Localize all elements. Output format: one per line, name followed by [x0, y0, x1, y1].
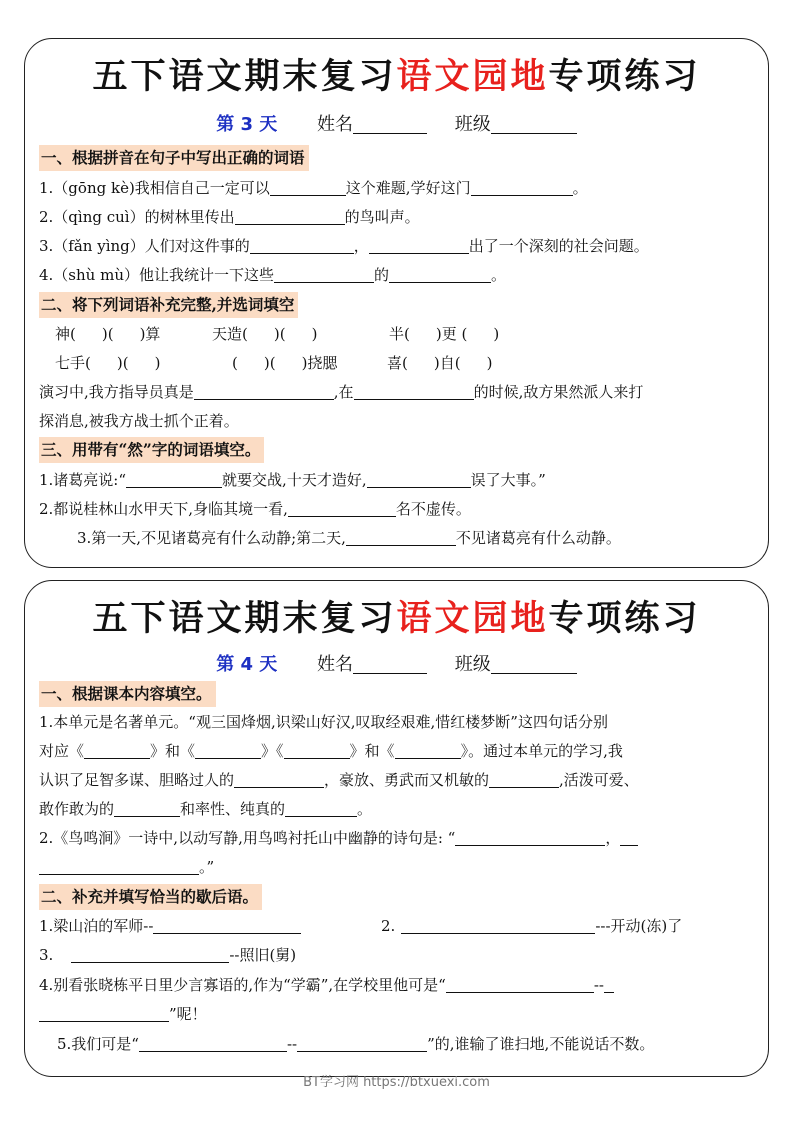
idiom-row: 七手( )( ) ( )( )挠腮 喜( )自( ) — [55, 354, 493, 372]
class-field[interactable] — [491, 115, 577, 134]
answer-blank[interactable] — [354, 383, 474, 400]
answer-blank[interactable] — [234, 771, 324, 788]
day-label: 第 4 天 — [216, 654, 278, 675]
question-line: 敢作敢为的 和率性、纯真的 。 — [39, 800, 373, 818]
question-line: 1.（gōng kè)我相信自己一定可以 这个难题,学好这门 。 — [39, 179, 588, 197]
answer-blank[interactable] — [39, 1005, 169, 1022]
answer-blank[interactable] — [455, 829, 605, 846]
answer-blank[interactable] — [471, 179, 573, 196]
name-field[interactable] — [353, 655, 427, 674]
answer-blank[interactable] — [395, 742, 461, 759]
question-line: 4.别看张晓栋平日里少言寡语的,作为“学霸”,在学校里他可是“ -- — [39, 975, 614, 995]
info-line — [25, 650, 768, 676]
answer-blank[interactable] — [346, 529, 456, 546]
info-line — [25, 110, 768, 136]
question-line: ”呢！ — [39, 1004, 207, 1024]
answer-blank[interactable] — [114, 800, 180, 817]
question-line: 4.（shù mù）他让我统计一下这些 的 。 — [39, 266, 507, 284]
question-line: 5.我们可是“ -- ”的,谁输了谁扫地,不能说话不数。 — [57, 1035, 655, 1053]
question-line: 1.诸葛亮说:“ 就要交战,十天才造好, 误了大事。” — [39, 471, 546, 489]
class-label: 班级 — [454, 114, 491, 135]
name-label: 姓名 — [317, 654, 354, 675]
page-title: 五下语文期末复习语文园地专项练习 — [92, 57, 701, 97]
question-line: 2.《鸟鸣涧》一诗中,以动写静,用鸟鸣衬托山中幽静的诗句是: “ ， — [39, 828, 638, 848]
answer-blank[interactable] — [71, 946, 229, 963]
answer-blank[interactable] — [195, 742, 261, 759]
answer-blank[interactable] — [367, 471, 471, 488]
answer-blank[interactable] — [604, 976, 614, 993]
section-heading: 一、根据拼音在句子中写出正确的词语 — [39, 145, 309, 171]
day-label: 第 3 天 — [216, 114, 278, 135]
name-label: 姓名 — [317, 114, 354, 135]
answer-blank[interactable] — [235, 208, 345, 225]
question-line: 。” — [39, 857, 214, 877]
question-line: 2.都说桂林山水甲天下,身临其境一看, 名不虚传。 — [39, 500, 471, 518]
class-field[interactable] — [491, 655, 577, 674]
section-heading: 二、补充并填写恰当的歇后语。 — [39, 884, 262, 910]
answer-blank[interactable] — [39, 858, 199, 875]
answer-blank[interactable] — [288, 500, 396, 517]
answer-blank[interactable] — [620, 829, 638, 846]
answer-blank[interactable] — [297, 1035, 427, 1052]
footer-watermark: BT学习网 https://btxuexi.com — [303, 1075, 490, 1090]
answer-blank[interactable] — [446, 976, 594, 993]
question-line: 探消息,被我方战士抓个正着。 — [39, 412, 239, 430]
answer-blank[interactable] — [139, 1035, 287, 1052]
question-line: 1.本单元是名著单元。“观三国烽烟,识梁山好汉,叹取经艰难,惜红楼梦断”这四句话分别 — [39, 713, 608, 731]
section-heading: 二、将下列词语补充完整,并选词填空 — [39, 292, 298, 318]
answer-blank[interactable] — [126, 471, 222, 488]
question-line: 认识了足智多谋、胆略过人的 ，豪放、勇武而又机敏的 ,活泼可爱、 — [39, 771, 639, 789]
question-line: 1.梁山泊的军师-- — [39, 916, 301, 936]
section-heading: 一、根据课本内容填空。 — [39, 681, 216, 707]
question-line: 3.第一天,不见诸葛亮有什么动静;第二天, 不见诸葛亮有什么动静。 — [77, 529, 621, 547]
answer-blank[interactable] — [285, 800, 357, 817]
class-label: 班级 — [454, 654, 491, 675]
question-line: 3.（fǎn yìng）人们对这件事的 ， 出了一个深刻的社会问题。 — [39, 237, 649, 255]
idiom-row: 神( )( )算 天造( )( ) 半( )更 ( ) — [55, 325, 500, 343]
answer-blank[interactable] — [284, 742, 350, 759]
answer-blank[interactable] — [194, 383, 334, 400]
answer-blank[interactable] — [84, 742, 150, 759]
question-line: 对应《 》和《 》《 》和《 》。通过本单元的学习,我 — [39, 742, 623, 760]
section-heading: 三、用带有“然”字的词语填空。 — [39, 437, 264, 463]
answer-blank[interactable] — [489, 771, 559, 788]
answer-blank[interactable] — [250, 237, 354, 254]
question-line: 2.（qìng cuì）的树林里传出 的鸟叫声。 — [39, 208, 420, 226]
answer-blank[interactable] — [369, 237, 469, 254]
question-line: 3. --照旧(舅) — [39, 946, 297, 964]
answer-blank[interactable] — [389, 266, 491, 283]
answer-blank[interactable] — [274, 266, 374, 283]
answer-blank[interactable] — [153, 917, 301, 934]
answer-blank[interactable] — [270, 179, 346, 196]
answer-blank[interactable] — [401, 917, 595, 934]
question-line: 2. ---开动(冻)了 — [381, 917, 683, 935]
name-field[interactable] — [353, 115, 427, 134]
page-title: 五下语文期末复习语文园地专项练习 — [92, 599, 701, 639]
question-line: 演习中,我方指导员真是 ,在 的时候,敌方果然派人来打 — [39, 383, 644, 401]
worksheet-day3 — [24, 38, 769, 568]
worksheet-day4 — [24, 580, 769, 1077]
